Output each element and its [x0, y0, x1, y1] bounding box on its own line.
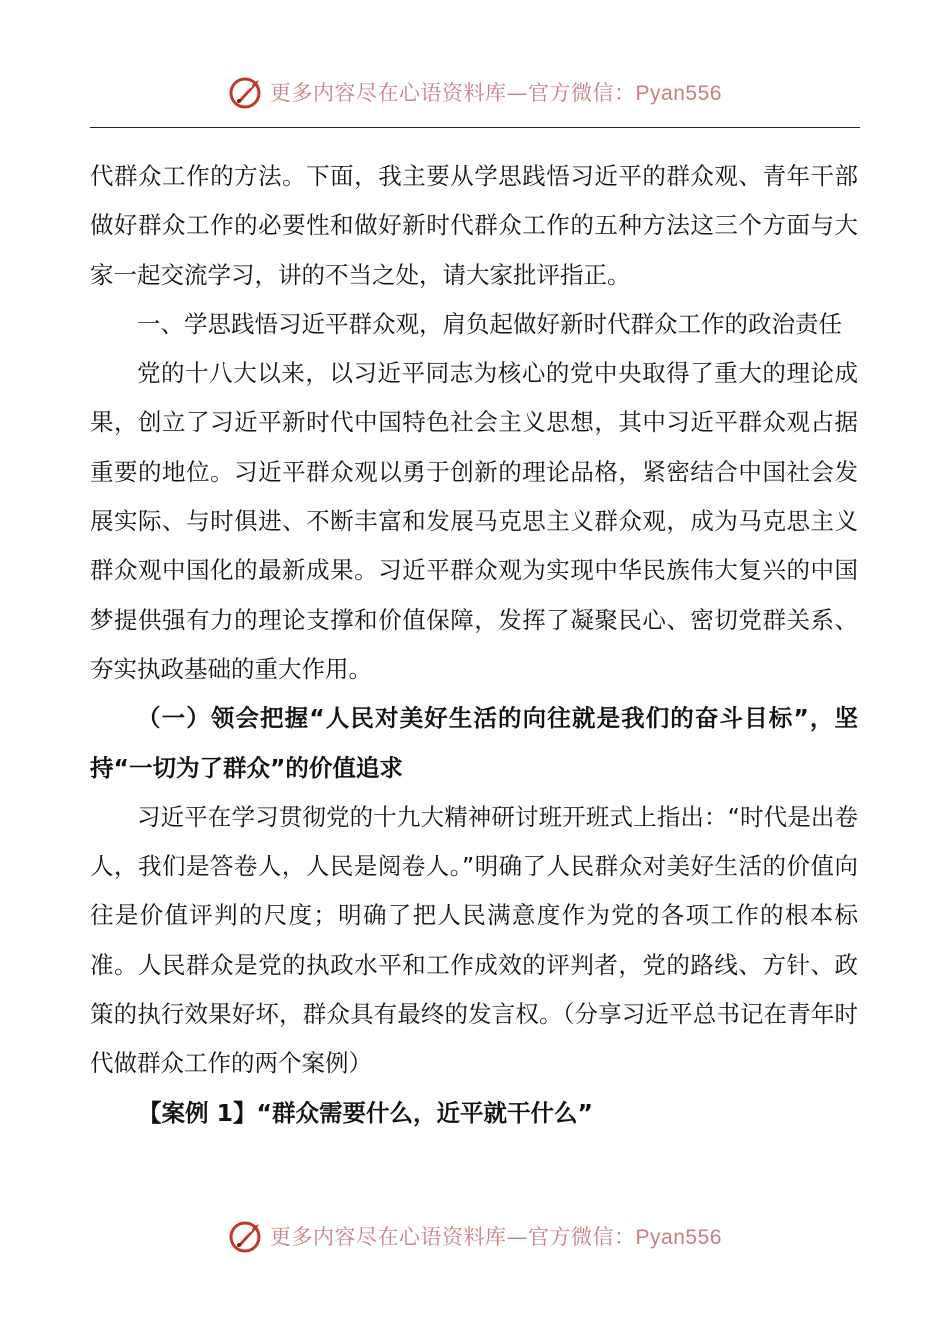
subsection-heading-1: （一）领会把握“人民对美好生活的向往就是我们的奋斗目标”，坚持“一切为了群众”的价值追求	[90, 704, 858, 782]
quill-pen-logo-icon	[228, 1218, 264, 1254]
quill-pen-logo-icon	[228, 74, 264, 110]
header-divider	[90, 127, 860, 128]
paragraph-intro-continuation: 代群众工作的方法。下面，我主要从学思践悟习近平的群众观、青年干部做好群众工作的必要性和做好新时代群众工作的五种方法这三个方面与大家一起交流学习，讲的不当之处，请大家批评指正。	[90, 162, 858, 289]
section-heading-1: 一、学思践悟习近平群众观，肩负起做好新时代群众工作的政治责任	[137, 309, 842, 338]
paragraph-quote: 习近平在学习贯彻党的十九大精神研讨班开班式上指出：“时代是出卷人，我们是答卷人，人民是阅卷人。”明确了人民群众对美好生活的价值向往是价值评判的尺度；明确了把人民满意度作为党的各项工作的根本标准。人民群众是党的执政水平和工作成效的评判者，党的路线、方针、政策的执行效果好坏，群众具有最终的发言权。（分享习近平总书记在青年时代做群众工作的两个案例）	[90, 802, 858, 1078]
footer-banner-text: 更多内容尽在心语资料库—官方微信：Pyan556	[270, 1225, 722, 1249]
header-wechat-id: Pyan556	[635, 82, 722, 105]
paragraph-theory: 党的十八大以来，以习近平同志为核心的党中央取得了重大的理论成果，创立了习近平新时代中国特色社会主义思想，其中习近平群众观占据重要的地位。习近平群众观以勇于创新的理论品格，紧密结合中国社会发展实际、与时俱进、不断丰富和发展马克思主义群众观，成为马克思主义群众观中国化的最新成果。习近平群众观为实现中华民族伟大复兴的中国梦提供强有力的理论支撑和价值保障，发挥了凝聚民心、密切党群关系、夯实执政基础的重大作用。	[90, 359, 858, 683]
header-banner	[0, 70, 950, 114]
case-heading-1: 【案例 1】“群众需要什么，近平就干什么”	[138, 1098, 593, 1127]
document-body	[90, 152, 858, 1138]
header-banner-text: 更多内容尽在心语资料库—官方微信：Pyan556	[270, 81, 722, 105]
footer-wechat-id: Pyan556	[635, 1226, 722, 1249]
footer-banner	[0, 1214, 950, 1258]
